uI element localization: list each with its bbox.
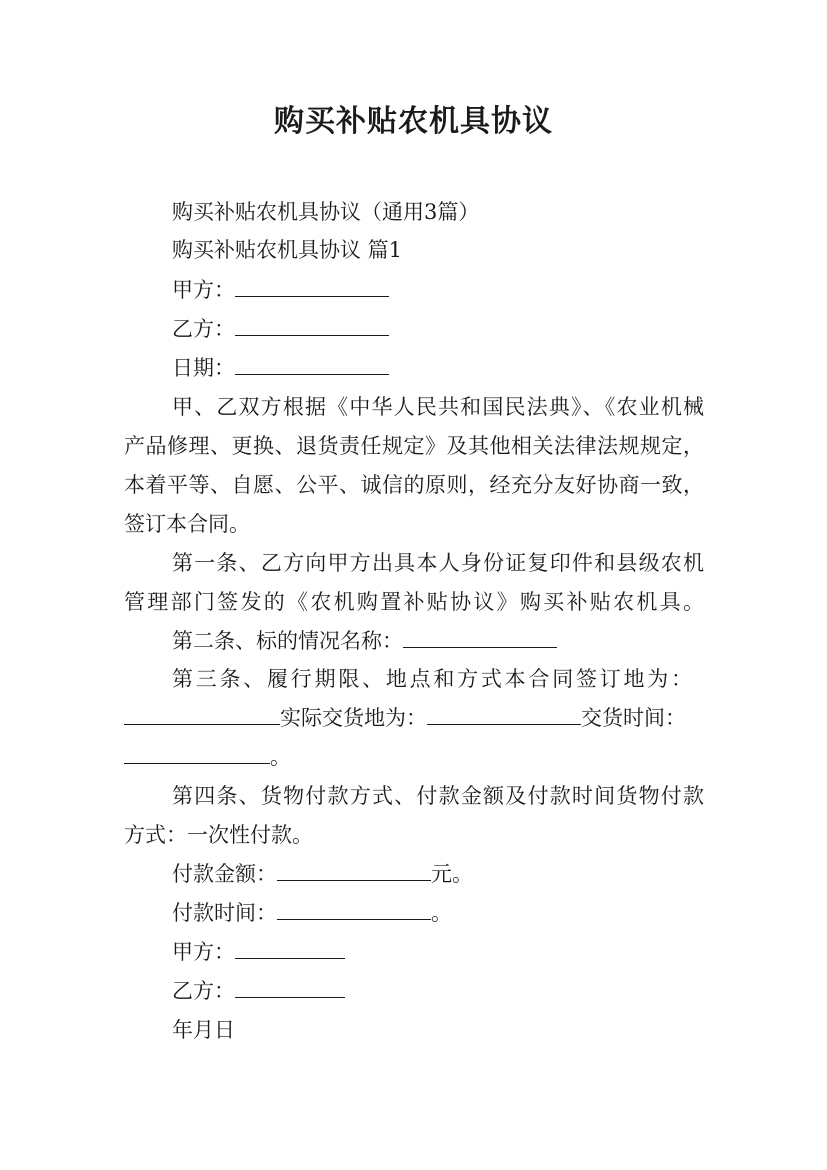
preamble-line-2: 产品修理、更换、退货责任规定》及其他相关法律法规规定， [124, 434, 704, 458]
sign-b-label: 乙方： [172, 979, 235, 1003]
document-title: 购买补贴农机具协议 [274, 104, 553, 139]
delivery-time-blank [124, 743, 270, 764]
preamble-line-3: 本着平等、自愿、公平、诚信的原则，经充分友好协商一致， [124, 473, 704, 497]
preamble-line-4: 签订本合同。 [124, 512, 250, 536]
article3-end: 。 [270, 745, 291, 769]
party-b-row [172, 314, 389, 344]
sign-date: 年月日 [172, 1018, 235, 1042]
payment-time-row [172, 898, 452, 928]
sign-b-blank [235, 977, 345, 998]
article2-row [172, 626, 557, 656]
document-subtitle: 购买补贴农机具协议（通用3篇） [172, 200, 480, 224]
party-a-row [172, 275, 389, 305]
part-heading: 购买补贴农机具协议 篇1 [172, 238, 403, 262]
article1-line-1: 第一条、乙方向甲方出具本人身份证复印件和县级农机 [172, 551, 704, 575]
article2-label: 第二条、标的情况名称： [172, 629, 403, 653]
preamble-line-1: 甲、乙双方根据《中华人民共和国民法典》、《农业机械 [172, 395, 704, 419]
payment-amount-row [172, 859, 473, 889]
payment-time-blank [277, 899, 431, 920]
payment-time-label: 付款时间： [172, 901, 277, 925]
party-a-label: 甲方： [172, 278, 235, 302]
payment-amount-label: 付款金额： [172, 862, 277, 886]
date-row [172, 353, 389, 383]
sign-a-blank [235, 938, 345, 959]
actual-delivery-label: 实际交货地为： [280, 706, 427, 730]
sign-a-label: 甲方： [172, 940, 235, 964]
delivery-time-label: 交货时间： [581, 706, 686, 730]
article4-line-1: 第四条、货物付款方式、付款金额及付款时间货物付款 [172, 784, 704, 808]
date-label: 日期： [172, 356, 235, 380]
article3-line-2 [124, 703, 714, 733]
actual-delivery-blank [427, 704, 581, 725]
party-b-blank [235, 315, 389, 336]
payment-time-suffix: 。 [431, 901, 452, 925]
sign-a-row [172, 937, 345, 967]
article3-line-3 [124, 742, 291, 772]
party-b-label: 乙方： [172, 317, 235, 341]
article1-line-2: 管理部门签发的《农机购置补贴协议》购买补贴农机具。 [124, 590, 704, 614]
article3-line-1: 第三条、履行期限、地点和方式本合同签订地为： [172, 667, 692, 691]
party-a-blank [235, 276, 389, 297]
article4-line-2: 方式：一次性付款。 [124, 823, 313, 847]
article2-blank [403, 627, 557, 648]
payment-amount-suffix: 元。 [431, 862, 473, 886]
date-blank [235, 354, 389, 375]
payment-amount-blank [277, 860, 431, 881]
contract-place-blank [124, 704, 280, 725]
sign-b-row [172, 976, 345, 1006]
